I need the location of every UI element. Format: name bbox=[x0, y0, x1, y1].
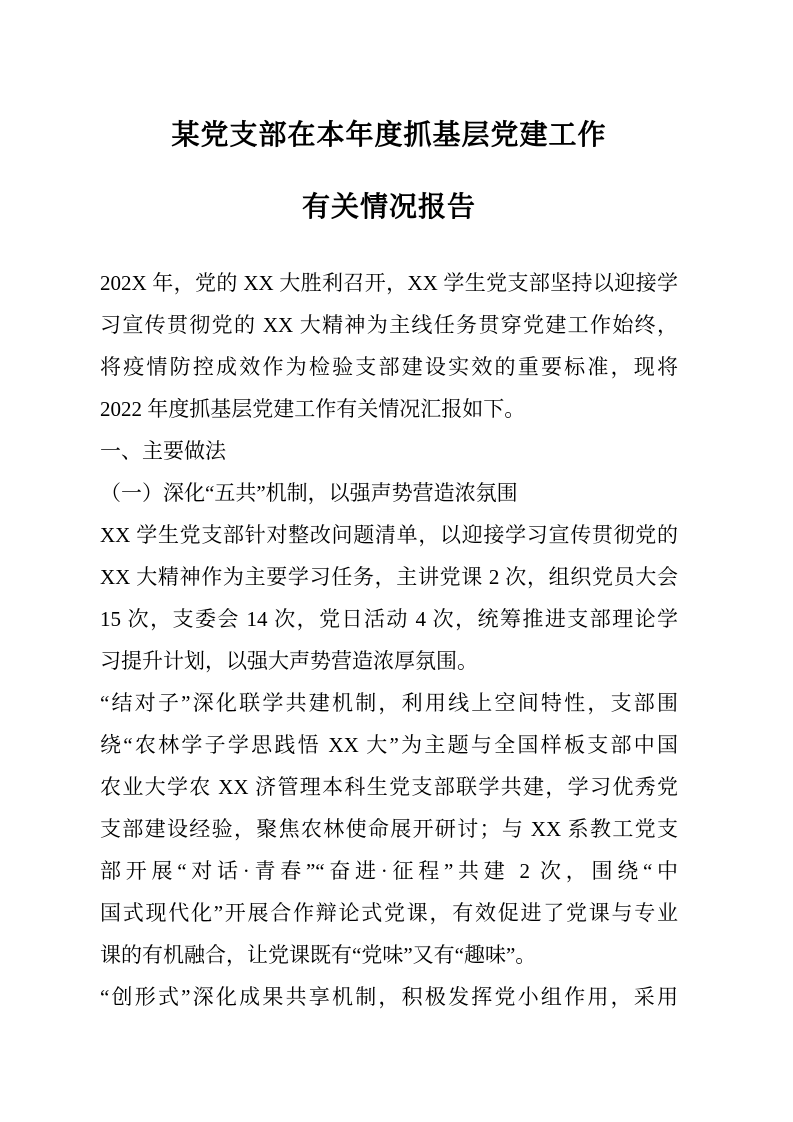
document-title bbox=[100, 0, 678, 244]
text-line: 国式现代化”开展合作辩论式党课，有效促进了党课与专业 bbox=[100, 901, 678, 925]
document-body bbox=[100, 262, 678, 1018]
text-line: “结对子”深化联学共建机制，利用线上空间特性，支部围 bbox=[100, 691, 678, 715]
heading-level-2 bbox=[100, 472, 678, 514]
text-line: 202X 年，党的 XX 大胜利召开，XX 学生党支部坚持以迎接学 bbox=[100, 271, 678, 295]
text-line: 习宣传贯彻党的 XX 大精神为主线任务贯穿党建工作始终， bbox=[100, 313, 678, 337]
text-line: 习提升计划，以强大声势营造浓厚氛围。 bbox=[100, 649, 478, 673]
document-content bbox=[100, 0, 678, 1018]
text-line: 15 次，支委会 14 次，党日活动 4 次，统筹推进支部理论学 bbox=[100, 607, 678, 631]
paragraph bbox=[100, 682, 678, 976]
paragraph bbox=[100, 262, 678, 430]
text-line: 课的有机融合，让党课既有“党味”又有“趣味”。 bbox=[100, 943, 537, 967]
text-line: 绕“农林学子学思践悟 XX 大”为主题与全国样板支部中国 bbox=[100, 733, 678, 757]
text-line: 一、主要做法 bbox=[100, 439, 226, 463]
paragraph bbox=[100, 976, 678, 1018]
title-line: 有关情况报告 bbox=[301, 192, 476, 223]
text-line: 部开展“对话·青春”“奋进·征程”共建 2 次，围绕“中 bbox=[100, 859, 678, 883]
text-line: XX 大精神作为主要学习任务，主讲党课 2 次，组织党员大会 bbox=[100, 565, 678, 589]
text-line: “创形式”深化成果共享机制，积极发挥党小组作用，采用 bbox=[100, 985, 678, 1009]
title-line: 某党支部在本年度抓基层党建工作 bbox=[171, 120, 607, 151]
paragraph bbox=[100, 514, 678, 682]
text-line: 将疫情防控成效作为检验支部建设实效的重要标准，现将 bbox=[100, 355, 678, 379]
text-line: 支部建设经验，聚焦农林使命展开研讨；与 XX 系教工党支 bbox=[100, 817, 678, 841]
text-line: 农业大学农 XX 济管理本科生党支部联学共建，学习优秀党 bbox=[100, 775, 678, 799]
heading-level-1 bbox=[100, 430, 678, 472]
text-line: （一）深化“五共”机制，以强声势营造浓氛围 bbox=[100, 481, 518, 505]
text-line: XX 学生党支部针对整改问题清单，以迎接学习宣传贯彻党的 bbox=[100, 523, 678, 547]
text-line: 2022 年度抓基层党建工作有关情况汇报如下。 bbox=[100, 397, 526, 421]
